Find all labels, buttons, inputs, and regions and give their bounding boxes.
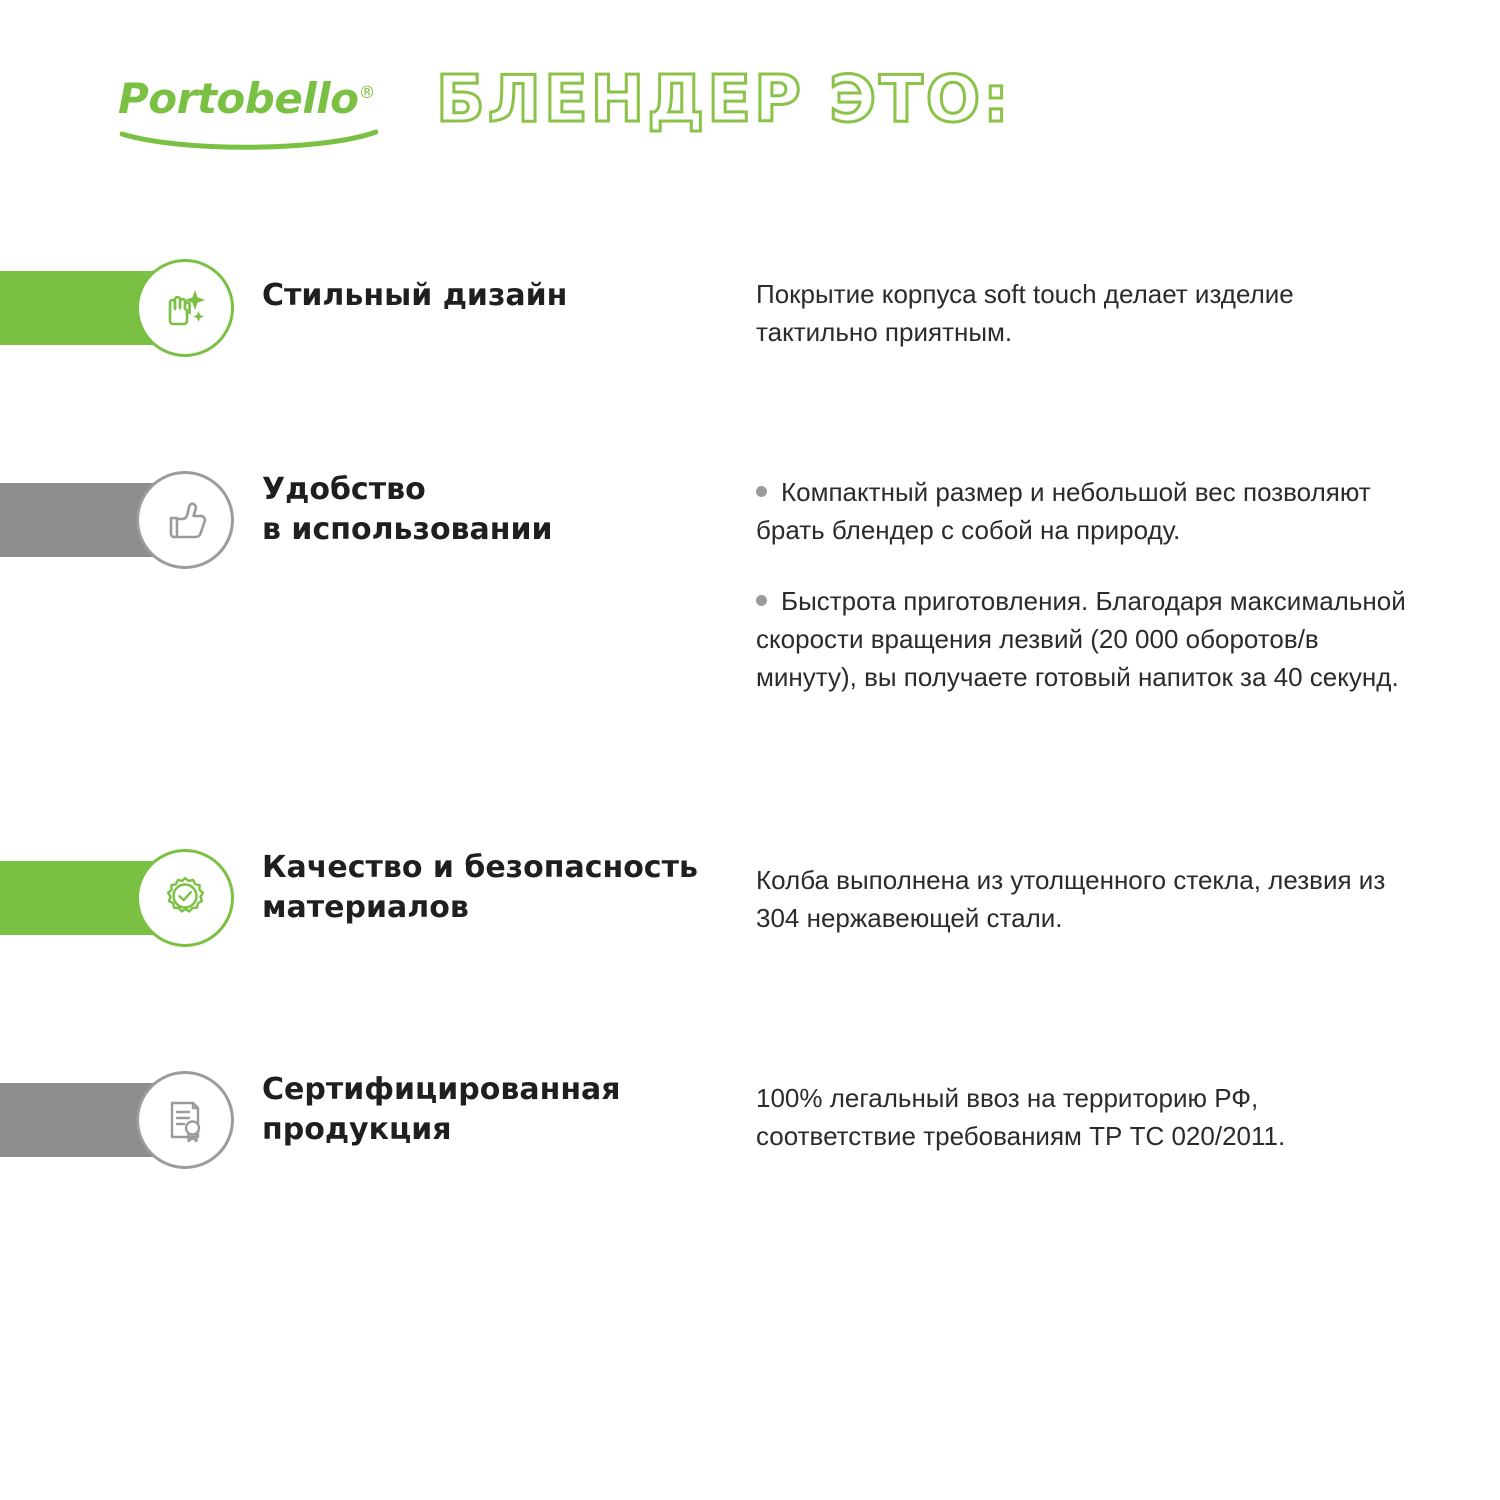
- registered-trademark-icon: ®: [358, 83, 375, 103]
- feature-icon-badge: [136, 471, 234, 569]
- page-header: [0, 50, 1500, 180]
- feature-paragraph: Колба выполнена из утолщенного стекла, лезвия из 304 нержавеющей стали.: [756, 865, 1386, 933]
- feature-title-line: продукция: [262, 1111, 452, 1147]
- feature-icon-badge: [136, 849, 234, 947]
- brand-logo-swoosh-icon: [120, 128, 378, 154]
- feature-title-line: Сертифицированная: [262, 1072, 621, 1107]
- brand-logo-wordmark: Portobello: [118, 74, 359, 123]
- brand-logo: [118, 66, 388, 152]
- bullet-dot-icon: [756, 595, 767, 606]
- feature-description: [756, 276, 1416, 351]
- feature-title-line: Удобство: [262, 472, 426, 507]
- feature-bullet: [756, 474, 1416, 549]
- page-title: БЛЕНДЕР ЭТО:: [436, 63, 1012, 137]
- feature-title-line: в использовании: [262, 511, 553, 547]
- feature-paragraph: 100% легальный ввоз на территорию РФ, соответствие требованиям ТР ТС 020/2011.: [756, 1083, 1286, 1151]
- brand-logo-text: [118, 74, 375, 123]
- certificate-document-icon: [157, 1092, 213, 1148]
- feature-title: [262, 848, 732, 927]
- sparkle-hand-icon: [157, 280, 213, 336]
- feature-title-line: Качество и безопасность: [262, 850, 698, 885]
- feature-bullet: [756, 583, 1416, 696]
- feature-bullet-text: Компактный размер и небольшой вес позволяют брать блендер с собой на природу.: [756, 477, 1371, 545]
- feature-description: [756, 1080, 1416, 1155]
- feature-description: [756, 474, 1416, 696]
- feature-icon-badge: [136, 259, 234, 357]
- quality-check-badge-icon: [156, 869, 214, 927]
- feature-icon-badge: [136, 1071, 234, 1169]
- feature-bullet-text: Быстрота приготовления. Благодаря максимальной скорости вращения лезвий (20 000 оборотов/в минуту), вы получаете готовый напиток за 40 секунд.: [756, 586, 1406, 692]
- thumbs-up-icon: [157, 492, 213, 548]
- feature-paragraph: Покрытие корпуса soft touch делает изделие тактильно приятным.: [756, 279, 1294, 347]
- feature-description: [756, 862, 1416, 937]
- feature-title: [262, 470, 732, 549]
- feature-title: [262, 1070, 732, 1149]
- feature-title: Стильный дизайн: [262, 278, 568, 313]
- bullet-dot-icon: [756, 486, 767, 497]
- feature-title-line: материалов: [262, 889, 469, 925]
